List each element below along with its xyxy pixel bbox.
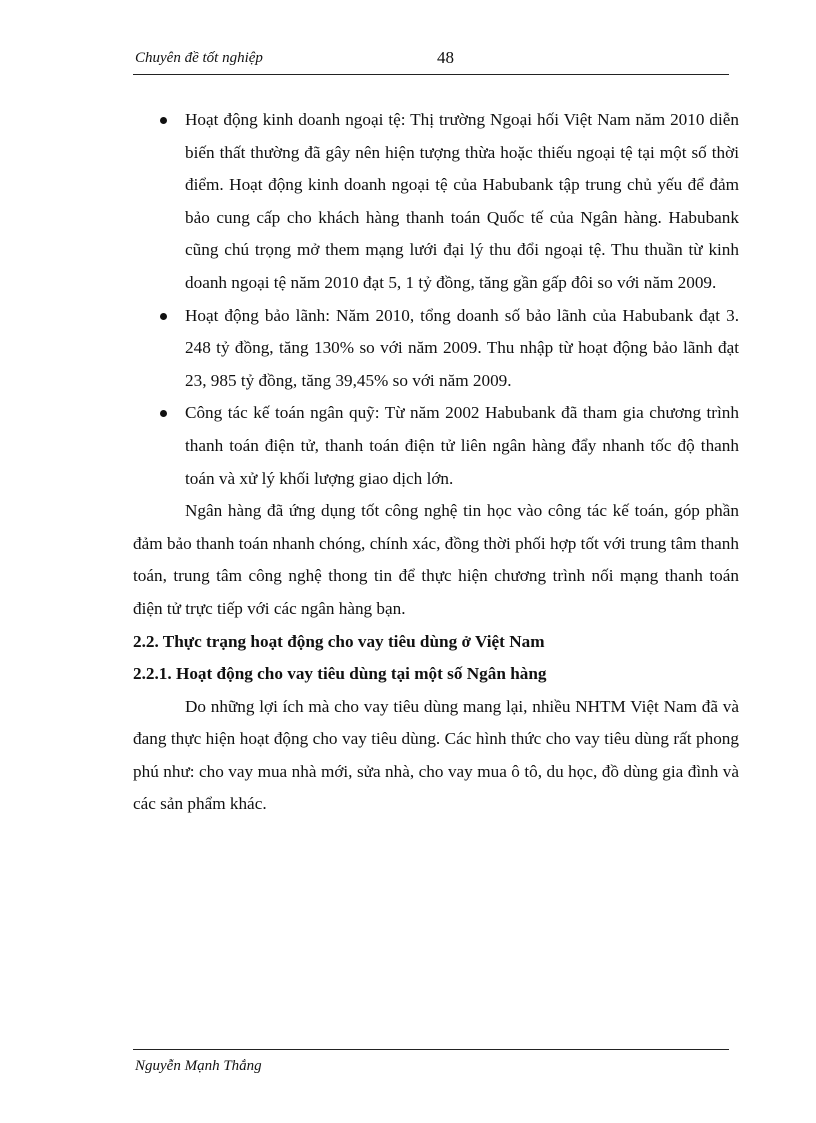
page-footer	[133, 1049, 729, 1074]
bullet-icon	[160, 117, 167, 124]
bullet-icon	[160, 410, 167, 417]
bullet-text: Hoạt động kinh doanh ngoại tệ: Thị trường Ngoại hối Việt Nam năm 2010 diễn biến thất thường đã gây nên hiện tượng thừa hoặc thiếu ngoại tệ tại một số thời điểm. Hoạt động kinh doanh ngoại tệ của Habubank tập trung chủ yếu để đảm bảo cung cấp cho khách hàng thanh toán Quốc tế của Ngân hàng. Habubank cũng chú trọng mở them mạng lưới đại lý thu đổi ngoại tệ. Thu thuần từ kinh doanh ngoại tệ năm 2010 đạt 5, 1 tỷ đồng, tăng gần gấp đôi so với năm 2009.	[185, 110, 739, 292]
subsection-heading: 2.2.1. Hoạt động cho vay tiêu dùng tại một số Ngân hàng	[133, 664, 547, 684]
bullet-icon	[160, 313, 167, 320]
list-item	[133, 300, 739, 398]
document-title: Chuyên đề tốt nghiệp	[135, 50, 263, 66]
list-item	[133, 104, 739, 300]
page-header	[133, 46, 729, 75]
page-number: 48	[437, 48, 454, 67]
bullet-text: Hoạt động bảo lãnh: Năm 2010, tổng doanh số bảo lãnh của Habubank đạt 3. 248 tỷ đồng, tăng 130% so với năm 2009. Thu nhập từ hoạt động bảo lãnh đạt 23, 985 tỷ đồng, tăng 39,45% so với năm 2009.	[185, 305, 739, 390]
section-heading: 2.2. Thực trạng hoạt động cho vay tiêu dùng ở Việt Nam	[133, 631, 545, 651]
bullet-list	[133, 104, 739, 495]
page-body	[133, 104, 739, 821]
bullet-text: Công tác kế toán ngân quỹ: Từ năm 2002 Habubank đã tham gia chương trình thanh toán điện tử, thanh toán điện tử liên ngân hàng đẩy nhanh tốc độ thanh toán và xử lý khối lượng giao dịch lớn.	[185, 403, 739, 488]
author-name: Nguyễn Mạnh Thắng	[135, 1058, 262, 1074]
body-paragraph: Ngân hàng đã ứng dụng tốt công nghệ tin học vào công tác kế toán, góp phần đảm bảo thanh toán nhanh chóng, chính xác, đồng thời phối hợp tốt với trung tâm thanh toán, trung tâm công nghệ thong tin để thực hiện chương trình nối mạng thanh toán điện tử trực tiếp với các ngân hàng bạn.	[133, 501, 739, 618]
list-item	[133, 397, 739, 495]
body-paragraph: Do những lợi ích mà cho vay tiêu dùng mang lại, nhiều NHTM Việt Nam đã và đang thực hiện hoạt động cho vay tiêu dùng. Các hình thức cho vay tiêu dùng rất phong phú như: cho vay mua nhà mới, sửa nhà, cho vay mua ô tô, du học, đồ dùng gia đình và các sản phẩm khác.	[133, 696, 739, 814]
